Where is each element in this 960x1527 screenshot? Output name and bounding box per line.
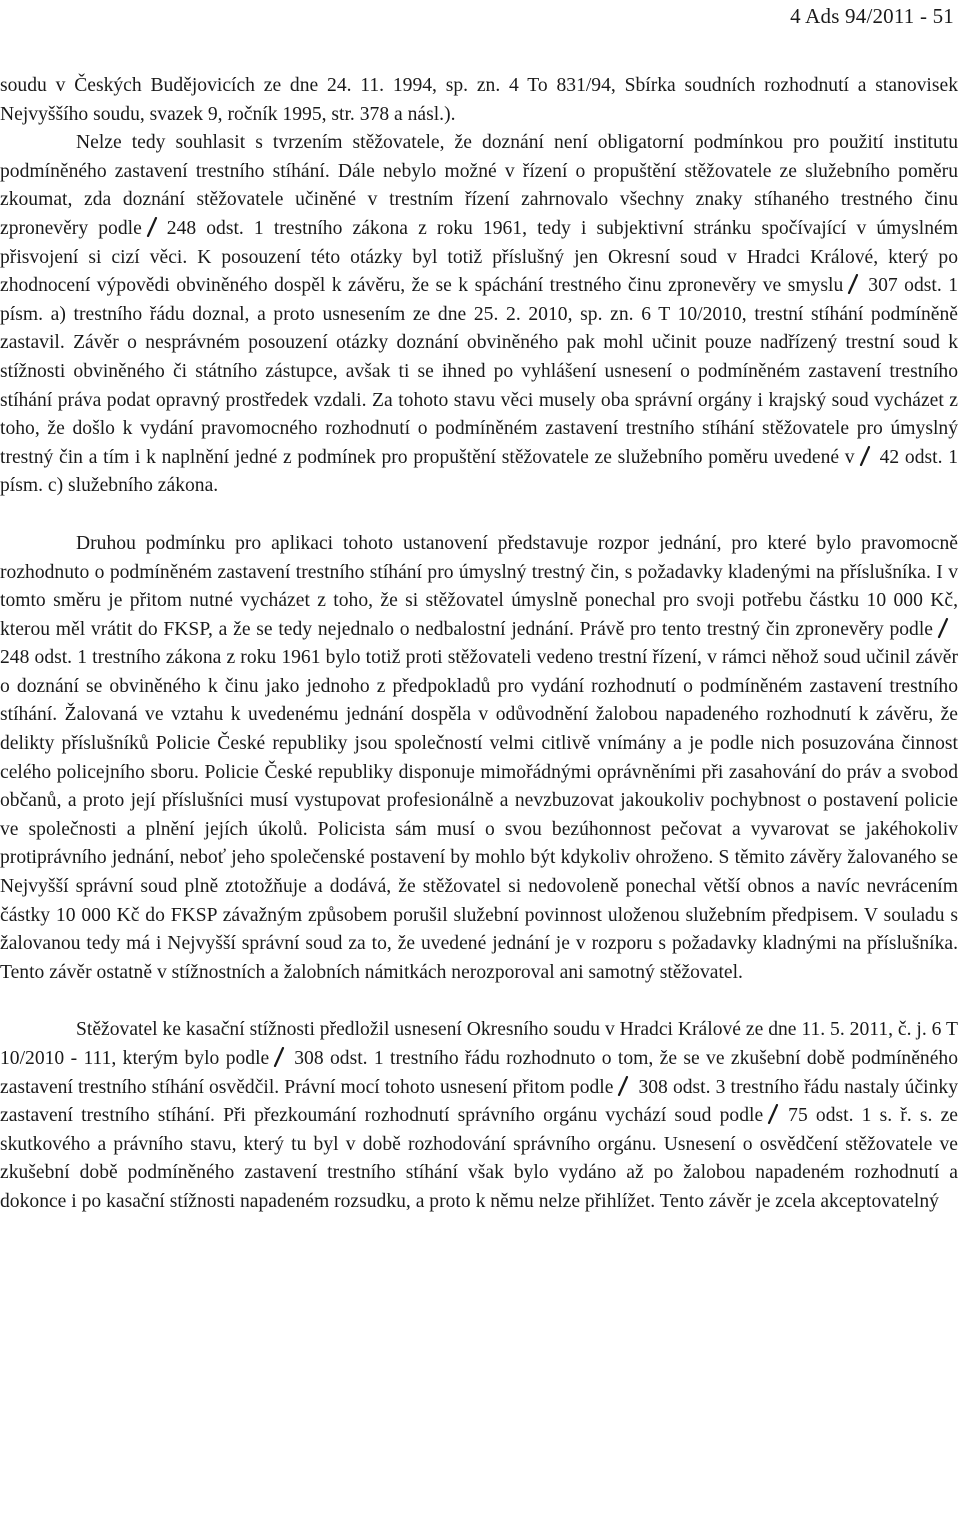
text-run: 308 odst. 1 trestního řádu rozhodnuto o tom, že se ve zkušební době podmíněného zastavení trestního stíhání osvědčil. Právní mocí tohoto usnesení přitom podle [0,1048,958,1098]
paragraph-3 [0,530,958,988]
paragraph-2 [0,129,958,501]
section-sign-icon [273,1047,285,1067]
text-run: 248 odst. 1 trestního zákona z roku 1961, tedy i subjektivní stránku spočívající v úmyslném přisvojení si cizí věci. K posouzení této otázky byl totiž příslušný jen Okresní soud v Hradci Králové, který po zhodnocení výpovědi obviněného dospěl k závěru, že se k spáchání trestného činu zpronevěry ve smyslu [0,217,958,297]
text-run: soudu v Českých Budějovicích ze dne 24. 11. 1994, sp. zn. 4 To 831/94, Sbírka soudních rozhodnutí a stanovisek Nejvyššího soudu, svazek 9, ročník 1995, str. 378 a násl.). [0,75,958,125]
text-run: 307 odst. 1 písm. a) trestního řádu doznal, a proto usnesením ze dne 25. 2. 2010, sp. zn. 6 T 10/2010, trestní stíhání podmíněně zastavil. Závěr o nesprávném posouzení otázky doznání obviněného pak mohl učinit pouze nadřízený trestní soud k stížnosti obviněného či státního zástupce, avšak ti se ihned po vyhlášení usnesení o podmíněném zastavení trestního stíhání práva podat opravný prostředek vzdali. Za tohoto stavu věci musely oba správní orgány i krajský soud vycházet z toho, že došlo k vydání pravomocného rozhodnutí o podmíněném zastavení trestního stíhání stěžovatele pro úmyslný trestný čin a tím i k naplnění jedné z podmínek pro propuštění stěžovatele ze služebního poměru uvedené v [0,275,959,468]
text-run: 248 odst. 1 trestního zákona z roku 1961 bylo totiž proti stěžovateli vedeno trestní řízení, v rámci něhož soud učinil závěr o doznání se obviněného k činu jako jednoho z předpokladů pro vydání rozhodnutí o podmíněném zastavení trestního stíhání. Žalovaná ve vztahu k uvedenému jednání dospěla v odůvodnění žalobou napadeného rozhodnutí k závěru, že delikty příslušníků Policie České republiky jsou společností velmi citlivě vnímány a je podle nich posuzována činnost celého policejního sboru. Policie České republiky disponuje mimořádnými oprávněními při zasahování do práv a svobod občanů, a proto její příslušníci musí vystupovat profesionálně a nevzbuzovat jakoukoliv pochybnost o postavení policie ve společnosti a plnění jejích úkolů. Policista sám musí o svou bezúhonnost pečovat a vyvarovat se jakéhokoliv protiprávního jednání, neboť jeho společenské postavení by mohlo být kdykoliv ohroženo. S těmito závěry žalovaného se Nejvyšší správní soud plně ztotožňuje a dodává, že stěžovatel si nedovoleně ponechal větší obnos a navíc nevrácením částky 10 000 Kč do FKSP závažným způsobem porušil služební povinnost uloženou služebním předpisem. V souladu s žalovanou tedy má i Nejvyšší správní soud za to, že uvedené jednání je v rozporu s požadavky kladnými na příslušníka. Tento závěr ostatně v stížnostních a žalobních námitkách nerozporoval ani samotný stěžovatel. [0,647,958,983]
paragraph-4 [0,1016,958,1216]
text-run: Druhou podmínku pro aplikaci tohoto ustanovení představuje rozpor jednání, pro které bylo pravomocně rozhodnuto o podmíněném zastavení trestního stíhání pro úmyslný trestný čin, s požadavky kladenými na příslušníka. I v tomto směru je přitom nutné vycházet z toho, že si stěžovatel úmyslně ponechal pro svoji potřebu částku 10 000 Kč, kterou měl vrátit do FKSP, a že se tedy nejednalo o nedbalostní jednání. Právě pro tento trestný čin zpronevěry podle [0,532,958,640]
section-sign-icon [847,274,859,294]
text-run: 75 odst. 1 s. ř. s. ze skutkového a právního stavu, který tu byl v době rozhodování správního orgánu. Usnesení o osvědčení stěžovatele ve zkušební době podmíněného zastavení trestního stíhání však bylo vydáno až po žalobou napadeném rozhodnutí a dokonce i po kasační stížnosti napadeném rozsudku, a proto k němu nelze přihlížet. Tento závěr je zcela akceptovatelný [0,1105,958,1212]
section-sign-icon [146,217,158,237]
section-sign-icon [937,618,949,638]
section-sign-icon [767,1104,779,1124]
text-run: 308 odst. 3 trestního řádu nastaly účinky zastavení trestního stíhání. Při přezkoumání rozhodnutí správního orgánu vychází soud podle [0,1076,958,1127]
case-reference-header: 4 Ads 94/2011 - 51 [790,4,954,28]
paragraph-1 [0,72,958,129]
text-run: Nelze tedy souhlasit s tvrzením stěžovatele, že doznání není obligatorní podmínkou pro použití institutu podmíněného zastavení trestního stíhání. Dále nebylo možné v řízení o propuštění stěžovatele ze služebního poměru zkoumat, zda doznání stěžovatele učiněné v trestním řízení zahrnovalo všechny znaky stíhaného trestného činu zpronevěry podle [0,132,958,239]
section-sign-icon [859,446,871,466]
document-body [0,72,958,1217]
text-run: Stěžovatel ke kasační stížnosti předložil usnesení Okresního soudu v Hradci Králové ze dne 11. 5. 2011, č. j. 6 T 10/2010 - 111, kterým bylo podle [0,1019,958,1069]
section-sign-icon [617,1076,629,1096]
text-run: 42 odst. 1 písm. c) služebního zákona. [0,446,958,497]
